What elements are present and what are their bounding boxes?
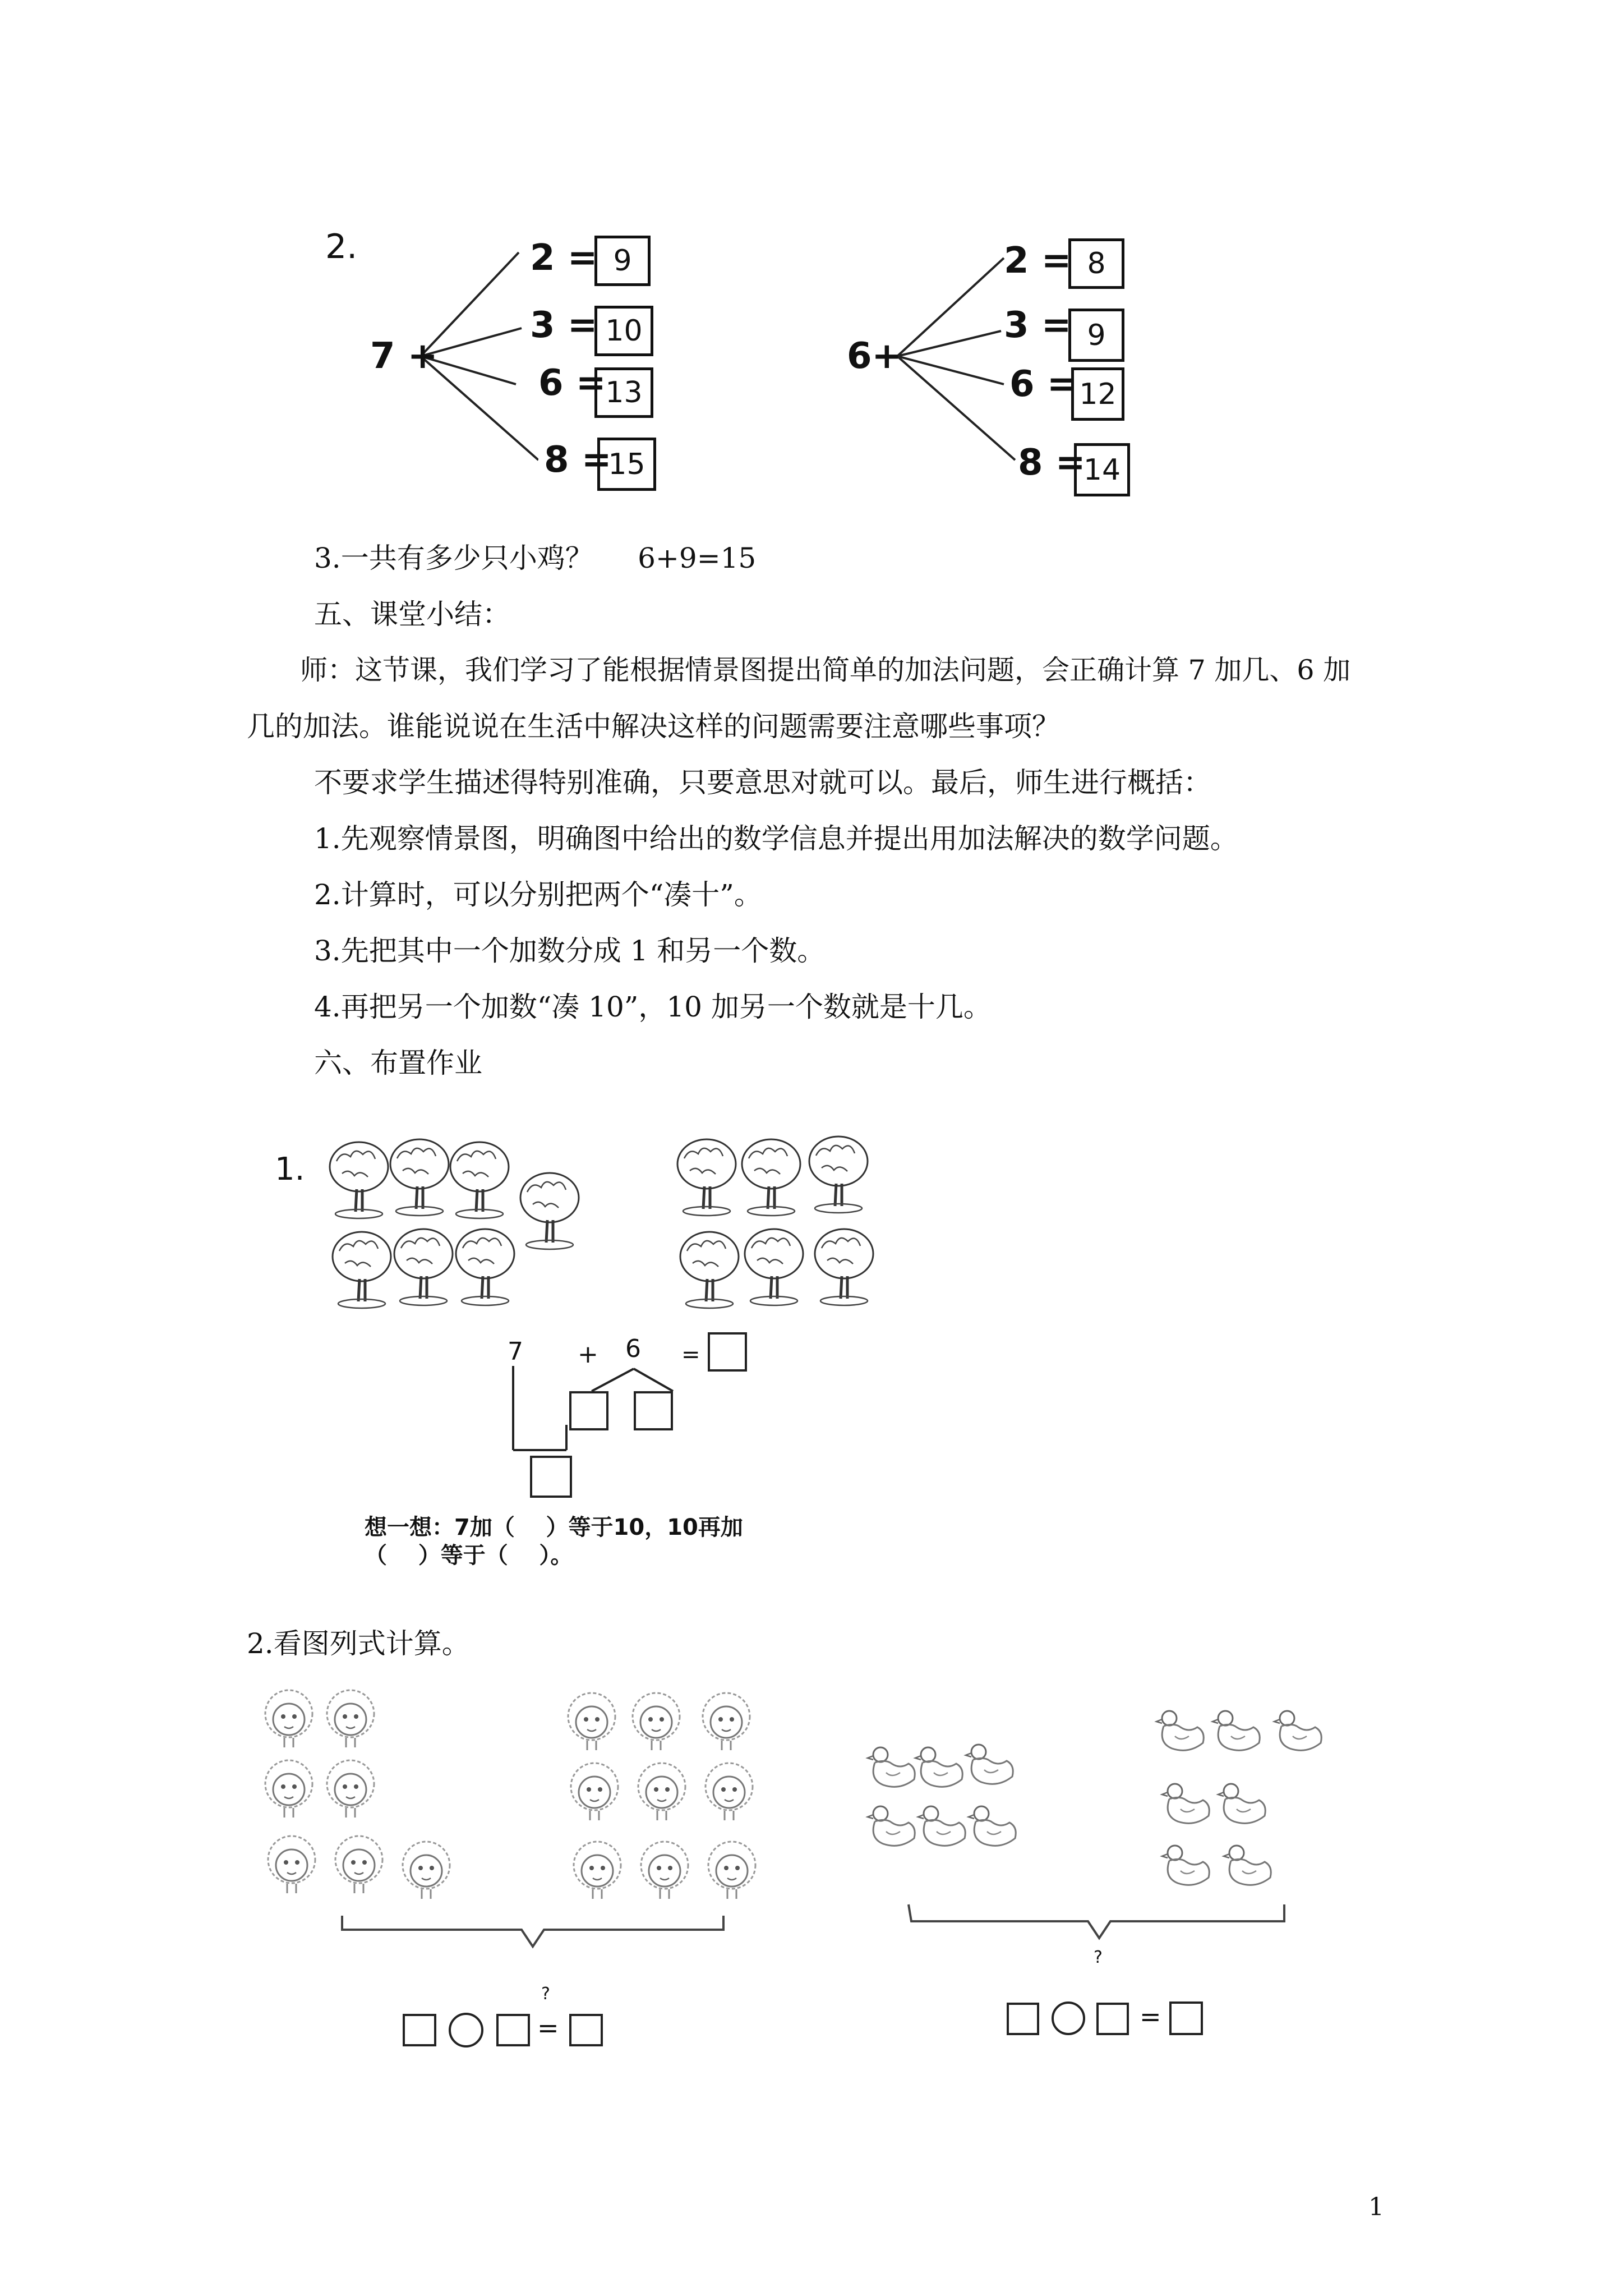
exercise-label: 2. [325,227,358,266]
equation-equals: = [681,1342,700,1368]
homework-1-label: 1. [275,1151,305,1188]
question-3: 3.一共有多少只小鸡？ 6+9=15 [314,542,757,574]
homework-2-title: 2.看图列式计算。 [247,1627,470,1660]
answer-box: 9 [594,236,651,286]
page-number: 1 [1368,2193,1384,2221]
operator-circle [449,2013,483,2047]
expression: 8 = [1018,442,1086,484]
answer-box [1169,2001,1203,2035]
answer-box [1007,2003,1039,2035]
equals-right: = [1140,2001,1161,2032]
equation-addend-a: 7 [508,1337,523,1366]
split-box-left [569,1391,608,1430]
equals-left: = [537,2013,559,2043]
summary-point-2: 2.计算时，可以分别把两个“凑十”。 [314,878,762,911]
summary-point-1: 1.先观察情景图，明确图中给出的数学信息并提出用加法解决的数学问题。 [314,822,1238,855]
expression: 6 = [1009,364,1077,405]
expression: 6 = [538,362,606,404]
question-mark-left: ? [541,1984,550,2004]
answer-box [708,1332,747,1372]
equation-plus: + [578,1340,598,1369]
sheep-illustration [247,1683,796,2053]
summary-point-4: 4.再把另一个加数“凑 10”，10 加另一个数就是十几。 [314,991,992,1023]
duck-illustration [841,1694,1346,2042]
answer-box: 8 [1068,238,1124,289]
base-expression-right: 6+ [847,335,902,377]
answer-box: 15 [597,438,656,491]
expression: 2 = [1004,240,1072,282]
split-box-right [634,1391,673,1430]
answer-box [496,2014,530,2046]
answer-box: 9 [1068,309,1124,362]
teacher-paragraph-line2: 几的加法。谁能说说在生活中解决这样的问题需要注意哪些事项？ [247,710,1060,743]
answer-box: 12 [1071,367,1124,421]
expression: 3 = [1004,305,1072,346]
answer-box: 10 [594,306,653,356]
summary-intro: 不要求学生描述得特别准确，只要意思对就可以。最后，师生进行概括： [314,766,1211,799]
think-prompt-line2: （ ）等于（ ）。 [365,1543,573,1568]
answer-box: 14 [1074,443,1130,496]
answer-box [1096,2003,1129,2035]
expression: 8 = [544,439,612,481]
section-heading-homework: 六、布置作业 [314,1047,482,1079]
teacher-paragraph-line1: 师：这节课，我们学习了能根据情景图提出简单的加法问题，会正确计算 7 加几、6 加 [300,654,1351,686]
operator-circle [1052,2001,1085,2035]
answer-box: 13 [594,367,653,418]
summary-point-3: 3.先把其中一个加数分成 1 和另一个数。 [314,935,826,967]
equation-addend-b: 6 [625,1335,641,1363]
expression: 2 = [530,237,598,279]
section-heading-summary: 五、课堂小结： [314,598,510,631]
tree-illustration [325,1122,909,1318]
answer-box [403,2014,436,2046]
base-expression-left: 7 + [370,335,438,377]
branch-lines-right [892,247,1026,482]
sum-box [530,1456,572,1498]
think-prompt-line1: 想一想：7加（ ）等于10，10再加 [365,1515,743,1540]
answer-box [569,2014,603,2046]
question-mark-right: ? [1094,1948,1103,1967]
expression: 3 = [530,305,598,346]
